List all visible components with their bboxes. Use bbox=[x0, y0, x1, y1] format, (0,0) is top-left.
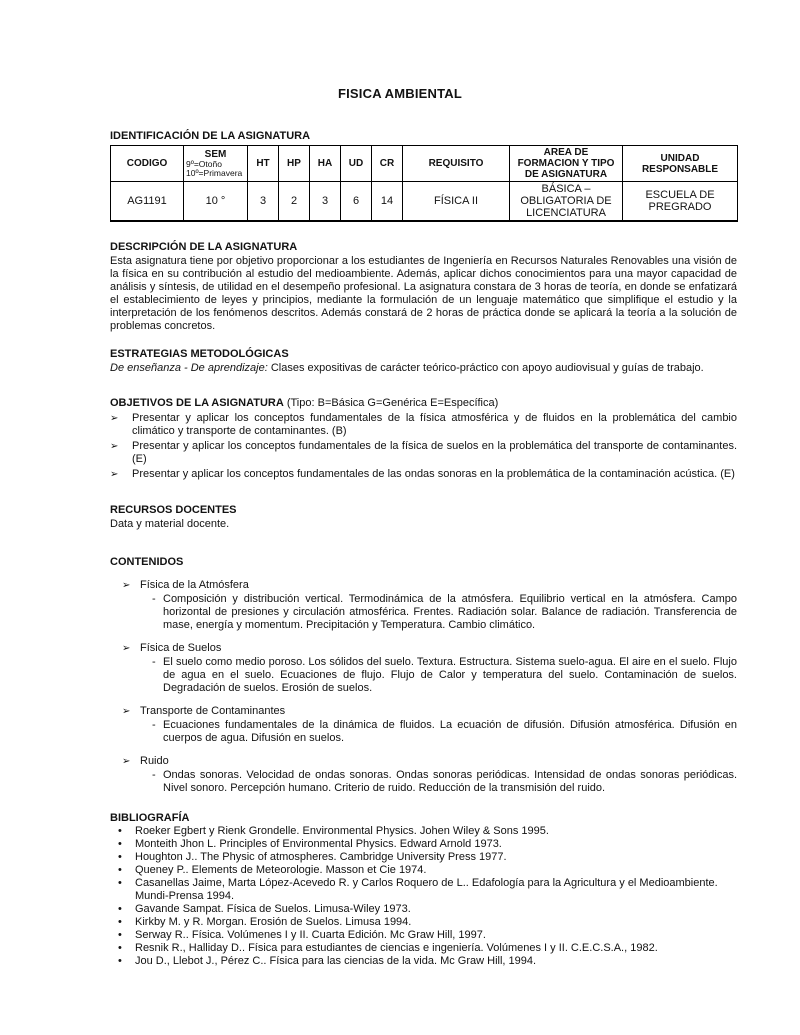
bibliography-text: Kirkby M. y R. Morgan. Erosión de Suelos. Limusa 1994. bbox=[135, 916, 412, 928]
cell-ud: 6 bbox=[341, 182, 372, 222]
identification-table bbox=[110, 145, 738, 222]
topic-title-row bbox=[122, 642, 737, 655]
arrow-bullet-icon: ➢ bbox=[110, 413, 119, 424]
dot-bullet-icon: • bbox=[118, 955, 122, 967]
estrategias-heading: ESTRATEGIAS METODOLÓGICAS bbox=[110, 348, 289, 360]
objective-item bbox=[110, 468, 737, 481]
dash-bullet-icon: - bbox=[152, 769, 156, 781]
content-topic-atmosfera bbox=[110, 579, 737, 632]
dot-bullet-icon: • bbox=[118, 877, 122, 889]
objective-item bbox=[110, 412, 737, 438]
estrategias-text bbox=[110, 362, 737, 375]
col-header-cr: CR bbox=[372, 146, 403, 182]
bibliography-text: Queney P.. Elements de Meteorologie. Masson et Cie 1974. bbox=[135, 864, 427, 876]
section-estrategias bbox=[110, 348, 737, 375]
cell-sem: 10 ° bbox=[184, 182, 248, 222]
cell-ht: 3 bbox=[248, 182, 279, 222]
topic-detail: Ecuaciones fundamentales de la dinámica de fluidos. La ecuación de difusión. Difusión atmosférica. Difusión en cuerpos de agua. Difusión en suelos. bbox=[163, 719, 737, 744]
section-objetivos bbox=[110, 397, 737, 481]
bibliography-item bbox=[118, 851, 737, 864]
sem-sub-otono: 9º=Otoño bbox=[186, 158, 222, 169]
bibliography-item bbox=[118, 838, 737, 851]
cell-hp: 2 bbox=[279, 182, 310, 222]
bibliography-text: Roeker Egbert y Rienk Grondelle. Environmental Physics. Johen Wiley & Sons 1995. bbox=[135, 825, 549, 837]
dot-bullet-icon: • bbox=[118, 851, 122, 863]
topic-title: Física de Suelos bbox=[140, 642, 222, 654]
estrategias-body: Clases expositivas de carácter teórico-práctico con apoyo audiovisual y guías de trabajo. bbox=[267, 362, 704, 374]
bibliography-text: Casanellas Jaime, Marta López-Acevedo R. y Carlos Roquero de L.. Edafología para la Agricultura y el Medioambiente. Mundi-Prensa 1994. bbox=[135, 877, 718, 902]
topic-detail-row bbox=[152, 656, 737, 695]
topic-detail: El suelo como medio poroso. Los sólidos del suelo. Textura. Estructura. Sistema suelo-agua. El aire en el suelo. Flujo de agua en el suelo. Ecuaciones de flujo. Flujo de Calor y temperatura del suelo. Contaminación de suelos. Degradación de suelos. Erosión de suelos. bbox=[163, 656, 737, 694]
bibliography-item bbox=[118, 825, 737, 838]
arrow-bullet-icon: ➢ bbox=[122, 706, 131, 717]
col-header-codigo: CODIGO bbox=[111, 146, 184, 182]
col-header-ha: HA bbox=[310, 146, 341, 182]
dot-bullet-icon: • bbox=[118, 903, 122, 915]
cell-requisito: FÍSICA II bbox=[403, 182, 510, 222]
topic-title-row bbox=[122, 579, 737, 592]
bibliography-text: Jou D., Llebot J., Pérez C.. Física para las ciencias de la vida. Mc Graw Hill, 1994. bbox=[135, 955, 537, 967]
topic-detail-row bbox=[152, 719, 737, 745]
dash-bullet-icon: - bbox=[152, 656, 156, 668]
dash-bullet-icon: - bbox=[152, 593, 156, 605]
dot-bullet-icon: • bbox=[118, 864, 122, 876]
dot-bullet-icon: • bbox=[118, 942, 122, 954]
col-header-requisito: REQUISITO bbox=[403, 146, 510, 182]
dot-bullet-icon: • bbox=[118, 825, 122, 837]
bibliography-item bbox=[118, 929, 737, 942]
col-header-sem bbox=[184, 146, 248, 182]
cell-unidad-responsable: ESCUELA DE PREGRADO bbox=[623, 182, 738, 222]
bibliography-item bbox=[118, 955, 737, 968]
topic-detail: Ondas sonoras. Velocidad de ondas sonoras. Ondas sonoras periódicas. Intensidad de ondas sonoras periódicas. Nivel sonoro. Percepción humano. Criterio de ruido. Reducción de la transmisión del ruido. bbox=[163, 769, 737, 794]
objective-text: Presentar y aplicar los conceptos fundamentales de la física de suelos en la problemática del transporte de contaminantes. (E) bbox=[132, 440, 737, 465]
recursos-text: Data y material docente. bbox=[110, 518, 230, 530]
cell-ha: 3 bbox=[310, 182, 341, 222]
dot-bullet-icon: • bbox=[118, 838, 122, 850]
col-header-area-formacion: AREA DE FORMACION Y TIPO DE ASIGNATURA bbox=[510, 146, 623, 182]
topic-title-row bbox=[122, 705, 737, 718]
topic-title-row bbox=[122, 755, 737, 768]
bibliography-item bbox=[118, 864, 737, 877]
col-header-ud: UD bbox=[341, 146, 372, 182]
sem-label: SEM bbox=[204, 148, 227, 160]
bibliografia-heading: BIBLIOGRAFÍA bbox=[110, 812, 190, 824]
bibliography-text: Gavande Sampat. Física de Suelos. Limusa-Wiley 1973. bbox=[135, 903, 411, 915]
table-header-row bbox=[111, 146, 738, 182]
topic-detail: Composición y distribución vertical. Termodinámica de la atmósfera. Equilibrio vertical en la atmósfera. Campo horizontal de presiones y circulación atmosférica. Frentes. Radiación solar. Balance de radiación. Transferencia de mase, energía y momentum. Precipitación y Temperatura. Cambio climático. bbox=[163, 593, 737, 631]
cell-cr: 14 bbox=[372, 182, 403, 222]
cell-area-formacion: BÁSICA – OBLIGATORIA DE LICENCIATURA bbox=[510, 182, 623, 222]
section-bibliografia bbox=[110, 812, 737, 968]
topic-title: Transporte de Contaminantes bbox=[140, 705, 286, 717]
identificacion-heading: IDENTIFICACIÓN DE LA ASIGNATURA bbox=[110, 130, 311, 142]
objective-text: Presentar y aplicar los conceptos fundamentales de la física atmosférica y de fluidos en la problemática del cambio climático y transporte de contaminantes. (B) bbox=[132, 412, 737, 437]
dot-bullet-icon: • bbox=[118, 929, 122, 941]
estrategias-lead: De enseñanza - De aprendizaje: bbox=[110, 362, 268, 374]
section-recursos bbox=[110, 504, 737, 531]
bibliography-text: Monteith Jhon L. Principles of Environmental Physics. Edward Arnold 1973. bbox=[135, 838, 502, 850]
section-contenidos bbox=[110, 556, 737, 795]
objetivos-heading-label: OBJETIVOS DE LA ASIGNATURA bbox=[110, 397, 284, 409]
contenidos-heading: CONTENIDOS bbox=[110, 556, 184, 568]
content-topic-ruido bbox=[110, 755, 737, 795]
recursos-heading: RECURSOS DOCENTES bbox=[110, 504, 237, 516]
bibliography-text: Houghton J.. The Physic of atmospheres. Cambridge University Press 1977. bbox=[135, 851, 507, 863]
topic-detail-row bbox=[152, 593, 737, 632]
objetivos-heading-note: (Tipo: B=Básica G=Genérica E=Específica) bbox=[283, 397, 499, 409]
section-descripcion bbox=[110, 241, 737, 333]
bibliography-item bbox=[118, 903, 737, 916]
objective-text: Presentar y aplicar los conceptos fundamentales de las ondas sonoras en la problemática de la contaminación acústica. (E) bbox=[132, 468, 735, 480]
arrow-bullet-icon: ➢ bbox=[122, 580, 131, 591]
bibliography-item bbox=[118, 916, 737, 929]
arrow-bullet-icon: ➢ bbox=[110, 469, 119, 480]
dash-bullet-icon: - bbox=[152, 719, 156, 731]
col-header-unidad-responsable: UNIDAD RESPONSABLE bbox=[623, 146, 738, 182]
bibliography-text: Resnik R., Halliday D.. Física para estudiantes de ciencias e ingeniería. Volúmenes I y II. C.E.C.S.A., 1982. bbox=[135, 942, 658, 954]
content-topic-transporte bbox=[110, 705, 737, 745]
bibliography-text: Serway R.. Física. Volúmenes I y II. Cuarta Edición. Mc Graw Hill, 1997. bbox=[135, 929, 486, 941]
cell-codigo: AG1191 bbox=[111, 182, 184, 222]
table-row bbox=[111, 182, 738, 222]
topic-title: Física de la Atmósfera bbox=[140, 579, 249, 591]
col-header-ht: HT bbox=[248, 146, 279, 182]
sem-sub-primavera: 10º=Primavera bbox=[186, 168, 243, 178]
objetivos-heading bbox=[110, 397, 737, 410]
bibliography-item bbox=[118, 877, 737, 903]
bibliography-item bbox=[118, 942, 737, 955]
arrow-bullet-icon: ➢ bbox=[110, 441, 119, 452]
content-topic-suelos bbox=[110, 642, 737, 695]
page-title: FISICA AMBIENTAL bbox=[337, 86, 463, 101]
descripcion-text: Esta asignatura tiene por objetivo proporcionar a los estudiantes de Ingeniería en Recursos Naturales Renovables una visión de la física en su contribución al estudio del medioambiente. Además, aplicar dichos conocimientos para una mayor capacidad de análisis y síntesis, de utilidad en el desempeño profesional. La asignatura constara de 3 horas de teoría, en donde se enfatizará el establecimiento de leyes y principios, mediante la formulación de un lenguaje matemático que simplifique el estudio y la interpretación de los fenómenos descritos. Además constará de 2 horas de práctica donde se aplicará la teoría a la solución de problemas concretos. bbox=[110, 255, 737, 332]
topic-title: Ruido bbox=[140, 755, 169, 767]
dot-bullet-icon: • bbox=[118, 916, 122, 928]
arrow-bullet-icon: ➢ bbox=[122, 756, 131, 767]
col-header-hp: HP bbox=[279, 146, 310, 182]
objective-item bbox=[110, 440, 737, 466]
descripcion-heading: DESCRIPCIÓN DE LA ASIGNATURA bbox=[110, 241, 298, 253]
topic-detail-row bbox=[152, 769, 737, 795]
section-identificacion bbox=[110, 130, 737, 222]
arrow-bullet-icon: ➢ bbox=[122, 643, 131, 654]
